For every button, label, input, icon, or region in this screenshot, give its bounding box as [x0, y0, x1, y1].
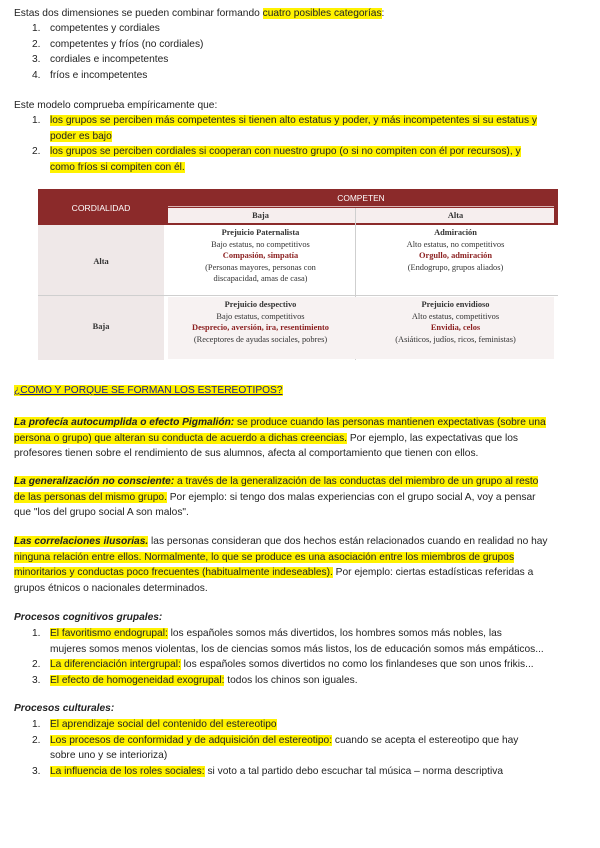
list-text: sobre uno y se interioriza) [50, 750, 168, 761]
list-item [14, 673, 586, 689]
list-number: 1. [32, 628, 41, 639]
cell-examples: (Endogrupo, grupos aliados) [407, 262, 504, 272]
list-text: poder es bajo [50, 130, 112, 142]
row-label-baja: Baja [92, 322, 110, 331]
text: Por ejemplo: ciertas estadísticas referidas a [332, 567, 534, 578]
cell-examples: (Asiáticos, judíos, ricos, feministas) [395, 334, 516, 344]
header-competen: COMPETEN [337, 193, 385, 203]
stereotype-content-table [38, 189, 558, 360]
text: minoritarios y conductas poco frecuentes (habitualmente indeseables). [14, 567, 333, 578]
list-item [14, 717, 586, 733]
list-item [14, 657, 586, 673]
list-text: los grupos se perciben más competentes si tienen alto estatus y poder, y más incompetentes si su estatus y [50, 115, 537, 126]
intro-highlight: cuatro posibles categorías [262, 8, 382, 19]
header-cordialidad: CORDIALIDAD [71, 203, 131, 213]
row-label-column [38, 225, 164, 360]
culturales-heading: Procesos culturales: [14, 703, 115, 714]
culturales-list [14, 717, 586, 779]
cell-status: Bajo estatus, no competitivos [211, 239, 310, 249]
cell-title: Prejuicio Paternalista [221, 228, 300, 237]
list-text: los españoles somos divertidos no como los finlandeses que son unos frikis... [180, 659, 534, 670]
list-text: cordiales e incompetentes [50, 54, 169, 65]
list-item [14, 68, 586, 84]
list-number: 2. [32, 659, 41, 670]
list-item [14, 113, 586, 144]
list-text: como fríos si compiten con él. [50, 161, 185, 173]
term: Las correlaciones ilusorias. [14, 536, 149, 547]
list-term: El favoritismo endogrupal: [50, 628, 168, 639]
text: las personas consideran que dos hechos están relacionados cuando en realidad no hay [148, 536, 548, 547]
list-text: si voto a tal partido debo escuchar tal música – norma descriptiva [204, 765, 504, 777]
list-item [14, 144, 586, 175]
cognitivos-list [14, 626, 586, 688]
col-header-baja: Baja [252, 211, 269, 220]
cell-title: Prejuicio despectivo [224, 300, 297, 309]
cell-emotion: Envidia, celos [430, 323, 481, 332]
cell-title: Admiración [434, 228, 477, 237]
list-term: El aprendizaje social del contenido del estereotipo [50, 719, 277, 730]
text: ninguna relación entre ellos. Normalmente, lo que se produce es una asociación entre los miembros de grupos [14, 551, 515, 563]
list-number: 1. [32, 23, 41, 34]
text: grupos étnicos o nacionales determinados. [14, 582, 208, 594]
list-number: 2. [32, 734, 41, 746]
text: de las personas del mismo grupo. [14, 491, 167, 503]
generalizacion-paragraph [14, 474, 586, 521]
list-text: competentes y fríos (no cordiales) [50, 38, 204, 50]
cell-examples: discapacidad, amas de casa) [213, 274, 308, 283]
header-divider [168, 206, 554, 207]
list-number: 2. [32, 146, 41, 157]
cell-baja-alta [357, 299, 554, 345]
list-number: 1. [32, 719, 41, 730]
cell-examples: (Personas mayores, personas con [205, 262, 316, 272]
text: profesores tienen sobre el rendimiento de sus alumnos, afecta al comportamiento que tienen con ellos. [14, 448, 479, 459]
list-number: 3. [32, 674, 41, 686]
cell-baja-baja [168, 299, 353, 345]
list-item [14, 764, 586, 780]
model-lead: Este modelo comprueba empíricamente que: [14, 100, 218, 111]
profecia-paragraph [14, 415, 586, 462]
term: La generalización no consciente: [14, 476, 175, 487]
cell-emotion: Orgullo, admiración [418, 251, 493, 260]
list-term: La influencia de los roles sociales: [50, 765, 205, 777]
list-number: 3. [32, 54, 41, 65]
categories-list [14, 21, 586, 83]
list-number: 1. [32, 115, 41, 126]
cell-alta-alta [357, 227, 554, 273]
cell-emotion: Desprecio, aversión, ira, resentimiento [192, 323, 329, 332]
cognitivos-heading: Procesos cognitivos grupales: [14, 612, 163, 623]
row-label-alta: Alta [93, 257, 109, 266]
text: persona o grupo) que alteran su conducta de acuerdo a dichas creencias. [14, 432, 348, 444]
list-text: mujeres somos menos violentas, los de ciencias somos más listos, los de educación somos más empáticos... [50, 643, 544, 655]
col-header-alta: Alta [447, 211, 464, 220]
list-text: todos los chinos son iguales. [224, 674, 358, 686]
cell-emotion: Compasión, simpatía [222, 251, 299, 260]
text: que "los del grupo social A son malos". [14, 507, 189, 518]
section-heading [14, 383, 586, 399]
intro-suffix: : [381, 8, 385, 19]
list-text: los grupos se perciben cordiales si cooperan con nuestro grupo (o si no compiten con él por recursos), y [50, 146, 521, 157]
list-item [14, 733, 586, 764]
text: a través de la generalización de las conductas del miembro de un grupo al resto [174, 476, 539, 487]
list-number: 4. [32, 69, 41, 81]
text: Por ejemplo, las expectativas que los [347, 432, 519, 444]
cell-status: Alto estatus, no competitivos [406, 239, 505, 249]
intro-prefix: Estas dos dimensiones se pueden combinar formando [14, 8, 263, 19]
intro-paragraph [14, 6, 586, 22]
cell-status: Bajo estatus, competitivos [216, 311, 305, 321]
list-text: competentes y cordiales [50, 23, 160, 34]
list-term: Los procesos de conformidad y de adquisición del estereotipo: [50, 734, 333, 746]
section-heading-text: ¿COMO Y PORQUE SE FORMAN LOS ESTEREOTIPOS? [14, 385, 283, 396]
row-divider [38, 295, 558, 296]
list-number: 3. [32, 765, 41, 777]
text: Por ejemplo: si tengo dos malas experiencias con el grupo social A, voy a pensar [166, 491, 536, 503]
cell-status: Alto estatus, competitivos [411, 311, 500, 321]
list-item [14, 626, 586, 657]
model-list [14, 113, 586, 175]
list-number: 2. [32, 38, 41, 50]
correlaciones-paragraph [14, 534, 586, 596]
list-text: cuando se acepta el estereotipo que hay [332, 734, 519, 746]
text: se produce cuando las personas mantienen expectativas (sobre una [234, 417, 546, 428]
list-text: fríos e incompetentes [50, 69, 148, 81]
list-item [14, 52, 586, 68]
list-item [14, 37, 586, 53]
list-text: los españoles somos más divertidos, los hombres somos más nobles, las [167, 628, 502, 639]
cell-examples: (Receptores de ayudas sociales, pobres) [193, 334, 328, 344]
cell-title: Prejuicio envidioso [421, 300, 490, 309]
list-term: La diferenciación intergrupal: [50, 659, 181, 670]
list-term: El efecto de homogeneidad exogrupal: [50, 674, 225, 686]
term: La profecía autocumplida o efecto Pigmalión: [14, 417, 235, 428]
list-item [14, 21, 586, 37]
cell-alta-baja [168, 227, 353, 285]
